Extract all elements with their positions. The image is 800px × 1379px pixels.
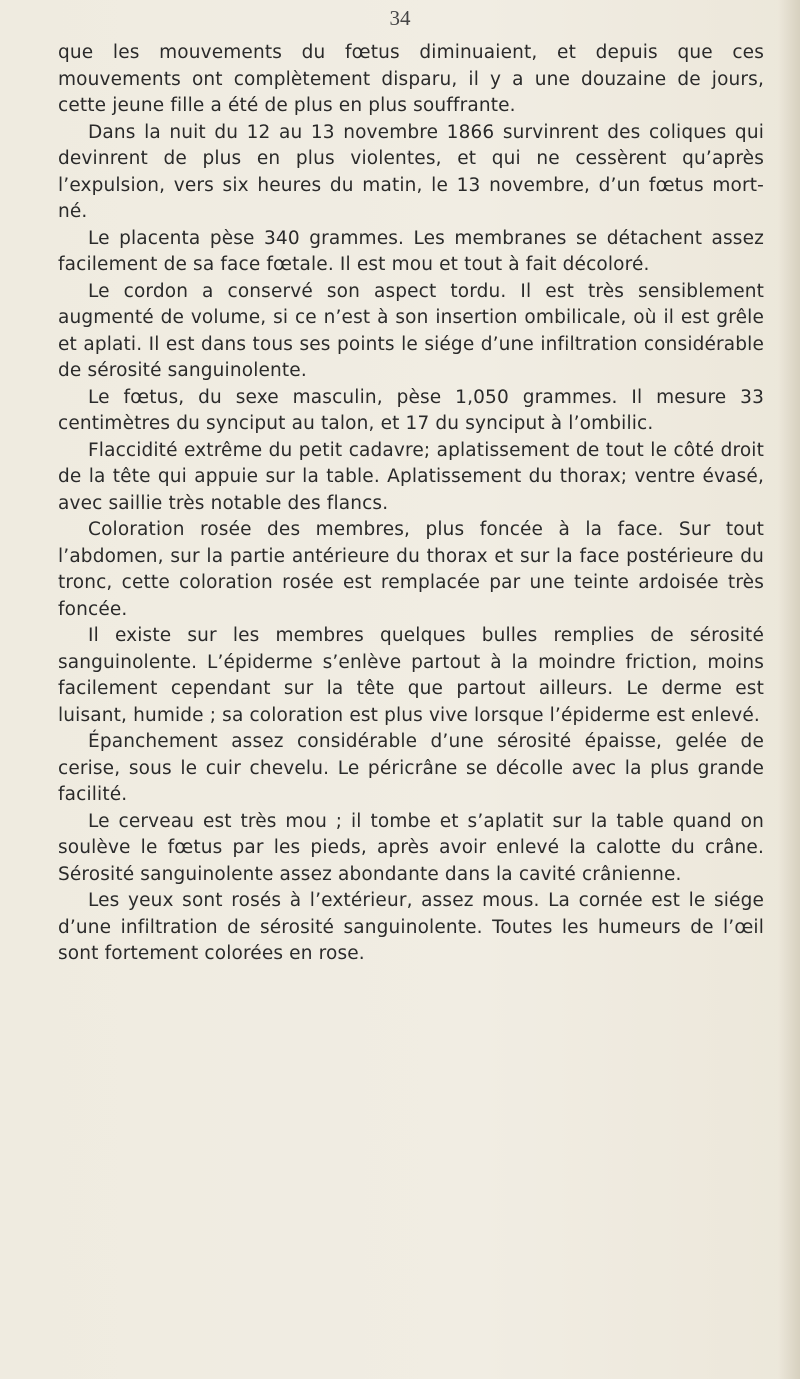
paragraph: Le cerveau est très mou ; il tombe et s’aplatit sur la table quand on soulève le fœtus par les pieds, après avoir enlevé la calotte du crâne. Sérosité sanguinolente assez abondante dans la cavité crânienne. (58, 810, 764, 885)
paragraph: que les mouvements du fœtus diminuaient, et depuis que ces mouvements ont complètement disparu, il y a une douzaine de jours, cette jeune fille a été de plus en plus souffrante. (58, 42, 764, 116)
paragraph: Le placenta pèse 340 grammes. Les membranes se détachent assez facilement de sa face fœtale. Il est mou et tout à fait décoloré. (58, 227, 764, 275)
paragraph: Flaccidité extrême du petit cadavre; aplatissement de tout le côté droit de la tête qui appuie sur la table. Aplatissement du thorax; ventre évasé, avec saillie très notable des flancs. (58, 439, 764, 514)
paragraph: Les yeux sont rosés à l’extérieur, assez mous. La cornée est le siége d’une infiltration de sérosité sanguinolente. Toutes les humeurs de l’œil sont fortement colorées en rose. (58, 890, 764, 964)
paragraph: Le fœtus, du sexe masculin, pèse 1,050 grammes. Il mesure 33 centimètres du synciput au talon, et 17 du synciput à l’ombilic. (58, 386, 764, 434)
paragraph: Dans la nuit du 12 au 13 novembre 1866 survinrent des coliques qui devinrent de plus en plus violentes, et qui ne cessèrent qu’après l’expulsion, vers six heures du matin, le 13 novembre, d’un fœtus mort-né. (58, 121, 764, 222)
paragraph: Le cordon a conservé son aspect tordu. Il est très sensiblement augmenté de volume, si ce n’est à son insertion ombilicale, où il est grêle et aplati. Il est dans tous ses points le siége d’une infiltration considérable de sérosité sanguinolente. (58, 280, 764, 381)
body-text (58, 40, 764, 968)
page-number: 34 (389, 6, 411, 30)
paragraph: Épanchement assez considérable d’une sérosité épaisse, gelée de cerise, sous le cuir chevelu. Le péricrâne se décolle avec la plus grande facilité. (58, 731, 764, 805)
page-edge-shadow (778, 0, 800, 1379)
paragraph: Coloration rosée des membres, plus foncée à la face. Sur tout l’abdomen, sur la partie antérieure du thorax et sur la face postérieure du tronc, cette coloration rosée est remplacée par une teinte ardoisée très foncée. (58, 519, 764, 620)
paragraph: Il existe sur les membres quelques bulles remplies de sérosité sanguinolente. L’épiderme s’enlève partout à la moindre friction, moins facilement cependant sur la tête que partout ailleurs. Le derme est luisant, humide ; sa coloration est plus vive lorsque l’épiderme est enlevé. (58, 625, 764, 726)
